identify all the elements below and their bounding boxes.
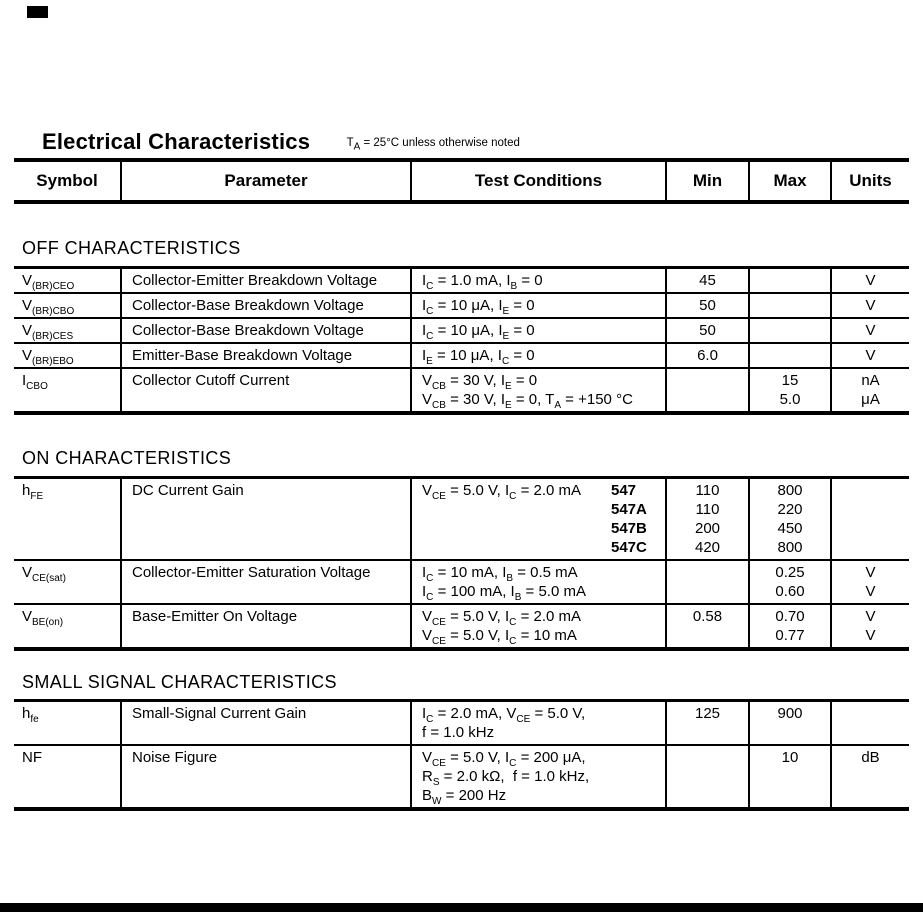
units-cell: V: [830, 319, 909, 342]
units-cell: dB: [830, 746, 909, 807]
symbol-cell: $V_{(BR)CEO}$: [22, 272, 75, 292]
symbol-cell: $V_{(BR)EBO}$: [22, 347, 74, 367]
parameter-cell: Collector-Base Breakdown Voltage: [120, 319, 410, 342]
max-cell: 0.70 0.77: [748, 605, 830, 647]
table-row: [14, 479, 909, 559]
column-header-max: Max: [748, 162, 830, 200]
test-conditions-cell: $V_{CB} = 30$ V, $I_E = 0$ $V_{CB} = 30$ V, $I_E = 0$, $T_A = +150$ °C: [410, 369, 665, 411]
table-row: [14, 559, 909, 603]
page-bottom-rule: [0, 903, 923, 912]
parameter-cell: Noise Figure: [120, 746, 410, 807]
condition-text: $V_{CE} = 5.0$ V, $I_C = 2.0$ mA: [422, 482, 582, 502]
max-cell: [748, 319, 830, 342]
section-heading-on-characteristics: ON CHARACTERISTICS: [22, 448, 232, 468]
units-cell: V: [830, 294, 909, 317]
units-cell: nA μA: [830, 369, 909, 411]
max-cell: 900: [748, 702, 830, 744]
scan-artifact-top: [27, 6, 48, 18]
column-header-test-conditions: Test Conditions: [410, 162, 665, 200]
symbol-cell: $V_{BE(on)}$: [22, 608, 64, 628]
parameter-cell: DC Current Gain: [120, 479, 410, 559]
max-cell: [748, 294, 830, 317]
min-cell: 125: [665, 702, 748, 744]
parameter-cell: Base-Emitter On Voltage: [120, 605, 410, 647]
symbol-cell: $V_{CE(sat)}$: [22, 564, 66, 584]
symbol-cell: $h_{fe}$: [22, 705, 39, 725]
test-conditions-cell: $I_C = 10$ μA, $I_E = 0$: [410, 294, 665, 317]
on-characteristics-table: [14, 476, 909, 651]
parameter-cell: Emitter-Base Breakdown Voltage: [120, 344, 410, 367]
test-conditions-cell: $V_{CE} = 5.0$ V, $I_C = 2.0$ mA $V_{CE} = 5.0$ V, $I_C = 10$ mA: [410, 605, 665, 647]
test-conditions-cell: $I_E = 10$ μA, $I_C = 0$: [410, 344, 665, 367]
table-row: [14, 292, 909, 317]
max-cell: 10: [748, 746, 830, 807]
max-cell: 800 220 450 800: [748, 479, 830, 559]
symbol-cell: $h_{FE}$: [22, 482, 44, 502]
min-cell: [665, 369, 748, 411]
table-row: [14, 317, 909, 342]
max-cell: [748, 269, 830, 292]
section-heading-small-signal-characteristics: SMALL SIGNAL CHARACTERISTICS: [22, 672, 337, 692]
section-heading-off-characteristics: OFF CHARACTERISTICS: [22, 238, 241, 258]
parameter-cell: Collector-Emitter Breakdown Voltage: [120, 269, 410, 292]
units-cell: [830, 479, 909, 559]
column-header-symbol: Symbol: [36, 171, 98, 190]
small-signal-characteristics-table: [14, 699, 909, 811]
symbol-cell: $V_{(BR)CES}$: [22, 322, 74, 342]
table-header-row: [14, 158, 909, 204]
test-conditions-cell: $I_C = 1.0$ mA, $I_B = 0$: [410, 269, 665, 292]
units-cell: V: [830, 344, 909, 367]
device-variant: 547A: [611, 501, 647, 518]
units-cell: V: [830, 269, 909, 292]
table-row: [14, 702, 909, 744]
min-cell: 6.0: [665, 344, 748, 367]
device-variant: 547C: [611, 539, 647, 556]
table-row: [14, 603, 909, 647]
max-cell: 15 5.0: [748, 369, 830, 411]
table-row: [14, 269, 909, 292]
page-title: Electrical Characteristics: [42, 129, 311, 154]
max-cell: 0.25 0.60: [748, 561, 830, 603]
min-cell: 50: [665, 319, 748, 342]
column-header-parameter: Parameter: [120, 162, 410, 200]
min-cell: 0.58: [665, 605, 748, 647]
table-row: [14, 744, 909, 807]
symbol-cell: $V_{(BR)CBO}$: [22, 297, 75, 317]
table-row: [14, 342, 909, 367]
units-cell: V V: [830, 561, 909, 603]
min-cell: [665, 746, 748, 807]
parameter-cell: Collector-Base Breakdown Voltage: [120, 294, 410, 317]
column-header-min: Min: [665, 162, 748, 200]
device-variant: 547: [611, 482, 637, 499]
min-cell: 50: [665, 294, 748, 317]
min-cell: 110 110 200 420: [665, 479, 748, 559]
test-conditions-cell: [410, 479, 665, 559]
min-cell: [665, 561, 748, 603]
test-conditions-cell: $I_C = 10$ mA, $I_B = 0.5$ mA $I_C = 100$ mA, $I_B = 5.0$ mA: [410, 561, 665, 603]
test-conditions-cell: $I_C = 2.0$ mA, $V_{CE} = 5.0$ V, f = 1.0 kHz: [410, 702, 665, 744]
title-row: [42, 129, 902, 155]
units-cell: V V: [830, 605, 909, 647]
column-header-units: Units: [830, 162, 909, 200]
test-conditions-cell: $V_{CE} = 5.0$ V, $I_C = 200$ μA, $R_S = 2.0$ kΩ, f = 1.0 kHz, $B_W = 200$ Hz: [410, 746, 665, 807]
parameter-cell: Small-Signal Current Gain: [120, 702, 410, 744]
off-characteristics-table: [14, 266, 909, 415]
parameter-cell: Collector-Emitter Saturation Voltage: [120, 561, 410, 603]
device-variant-list: [611, 481, 657, 557]
title-condition-note: $T_A = 25^\circ C$ unless otherwise noted: [346, 137, 520, 153]
symbol-cell: $I_{CBO}$: [22, 372, 48, 392]
units-cell: [830, 702, 909, 744]
min-cell: 45: [665, 269, 748, 292]
max-cell: [748, 344, 830, 367]
test-conditions-cell: $I_C = 10$ μA, $I_E = 0$: [410, 319, 665, 342]
symbol-cell: NF: [22, 749, 42, 766]
parameter-cell: Collector Cutoff Current: [120, 369, 410, 411]
table-row: [14, 367, 909, 411]
device-variant: 547B: [611, 520, 647, 537]
